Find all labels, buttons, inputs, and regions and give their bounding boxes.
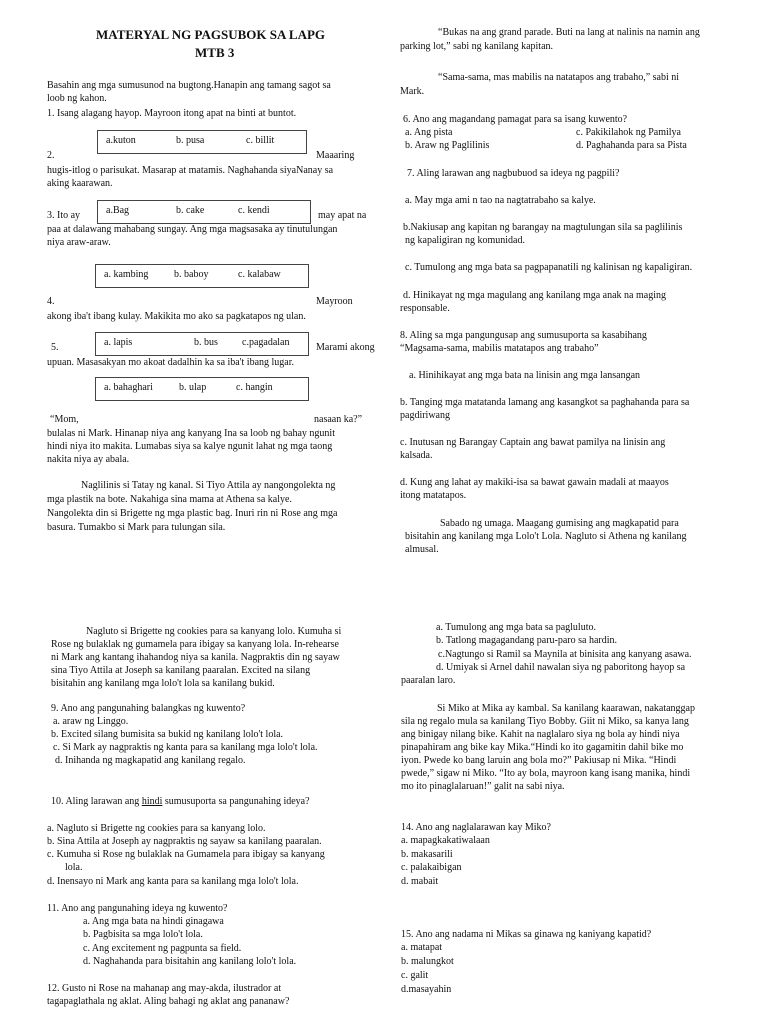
story2-line4: basura. Tumakbo si Mark para tulungan sila.: [47, 522, 226, 533]
question-1: 1. Isang alagang hayop. Mayroon itong apat na binti at buntot.: [47, 108, 297, 119]
question-14-option-a: a. mapagkakatiwalaan: [401, 835, 490, 846]
question-9-option-d: d. Inihanda ng magkapatid ang kanilang regalo.: [55, 755, 246, 766]
box-option: a. bahaghari: [104, 382, 153, 393]
question-10-pre: 10. Aling larawan ang: [51, 796, 142, 807]
question-11-option-a: a. Ang mga bata na hindi ginagawa: [83, 916, 224, 927]
question-8-line1: 8. Aling sa mga pangungusap ang sumusuporta sa kasabihang: [400, 330, 647, 341]
box-option: b. pusa: [176, 135, 205, 146]
answer-box-1: [97, 130, 307, 154]
paragraph1-line1: “Bukas na ang grand parade. Buti na lang at nalinis na namin ang: [438, 27, 700, 38]
question-15-option-c: c. galit: [401, 970, 429, 981]
question-8-option-c-line2: kalsada.: [400, 450, 433, 461]
question-2-text: Maaaring: [316, 150, 355, 161]
question-10: [51, 796, 310, 809]
question-6-option-b: b. Araw ng Paglilinis: [405, 140, 490, 151]
question-15-option-a: a. matapat: [401, 942, 443, 953]
question-9: 9. Ano ang pangunahing balangkas ng kuwento?: [51, 703, 246, 714]
story3-line4: sina Tiyo Attila at Joseph sa kanilang paaralan. Excited na silang: [51, 665, 311, 676]
question-10-option-d: d. Inensayo ni Mark ang kanta para sa kanilang mga lolo't lola.: [47, 876, 299, 887]
question-8-option-b-line2: pagdiriwang: [400, 410, 450, 421]
story1-line2: hindi niya ito makita. Lumabas siya sa kalye ngunit lahat ng mga taong: [47, 441, 333, 452]
paragraph3-line3: almusal.: [405, 544, 439, 555]
paragraph2-line1: “Sama-sama, mas mabilis na natatapos ang trabaho,” sabi ni: [438, 72, 680, 83]
question-6-option-a: a. Ang pista: [405, 127, 453, 138]
story4-line4: pinapahiram ang bike kay Mika.“Hindi ko ito gagamitin dahil bike mo: [401, 742, 684, 753]
story4-line5: iyon. Pwede ko bang laruin ang bola mo?” Pakiusap ni Mika. “Hindi: [401, 755, 677, 766]
question-8-option-b-line1: b. Tanging mga matatanda lamang ang kasangkot sa paghahanda para sa: [400, 397, 690, 408]
paragraph3-line2: bisitahin ang kanilang mga Lolo't Lola. Nagluto si Athena ng kanilang: [405, 531, 687, 542]
story3-line1: Nagluto si Brigette ng cookies para sa kanyang lolo. Kumuha si: [86, 626, 342, 637]
story4-line3: ang binigay nilang bike. Kahit na naglalaro siya ng bola ay hindi niya: [401, 729, 680, 740]
question-15: 15. Ano ang nadama ni Mikas sa ginawa ng kaniyang kapatid?: [401, 929, 652, 940]
box-option: c. billit: [246, 135, 275, 146]
question-4-text: Mayroon: [316, 296, 353, 307]
box-option: b. cake: [176, 205, 205, 216]
story-quote-end: nasaan ka?”: [314, 414, 363, 425]
question-14-option-c: c. palakaibigan: [401, 862, 462, 873]
question-7-option-d-line1: d. Hinikayat ng mga magulang ang kanilang mga anak na maging: [403, 290, 666, 301]
story3-line5: bisitahin ang kanilang mga lolo't lola sa kanilang bukid.: [51, 678, 275, 689]
box-option: a.kuton: [106, 135, 136, 146]
box-option: c. kalabaw: [238, 269, 281, 280]
question-5-number: 5.: [51, 342, 59, 353]
option-d-line1: d. Umiyak si Arnel dahil nawalan siya ng paboritong hayop sa: [436, 662, 686, 673]
answer-box-2: [97, 200, 311, 224]
story1-line1: bulalas ni Mark. Hinanap niya ang kanyang Ina sa loob ng bahay ngunit: [47, 428, 335, 439]
story3-line2: Rose ng bulaklak ng gumamela para ibigay sa kanyang lola. In-rehearse: [51, 639, 339, 650]
question-11-option-d: d. Naghahanda para bisitahin ang kanilang lolo't lola.: [83, 956, 297, 967]
story4-line1: Si Miko at Mika ay kambal. Sa kanilang kaarawan, nakatanggap: [437, 703, 695, 714]
question-10-post: sumusuporta sa pangunahing ideya?: [162, 796, 310, 807]
question-9-option-c: c. Si Mark ay nagpraktis ng kanta para sa kanilang mga lolo't lola.: [53, 742, 318, 753]
answer-box-4: [95, 332, 309, 356]
question-3-text: may apat na: [318, 210, 367, 221]
question-3-line2: paa at dalawang mahabang sungay. Ang mga magsasaka ay tinutulungan: [47, 224, 338, 235]
question-8-option-a: a. Hinihikayat ang mga bata na linisin ang mga lansangan: [409, 370, 641, 381]
story4-line6: pwede,” sigaw ni Miko. “Ito ay bola, mayroon kang isang manika, hindi: [401, 768, 691, 779]
question-10-option-c-line2: lola.: [65, 862, 83, 873]
story-quote-start: “Mom,: [50, 414, 79, 425]
question-9-option-b: b. Excited silang bumisita sa bukid ng kanilang lolo't lola.: [51, 729, 284, 740]
answer-box-3: [95, 264, 309, 288]
question-7: 7. Aling larawan ang nagbubuod sa ideya ng pagpili?: [407, 168, 620, 179]
question-8-option-c-line1: c. Inutusan ng Barangay Captain ang bawat pamilya na linisin ang: [400, 437, 666, 448]
question-7-option-b-line2: ng kapaligiran ng komunidad.: [405, 235, 525, 246]
box-option: a.Bag: [106, 205, 130, 216]
question-9-option-a: a. araw ng Linggo.: [53, 716, 129, 727]
box-option: a. kambing: [104, 269, 149, 280]
story4-line2: sila ng regalo mula sa kanilang Tiyo Bobby. Giit ni Miko, sa kanya lang: [401, 716, 689, 727]
question-2-number: 2.: [47, 150, 55, 161]
answer-box-5: [95, 377, 309, 401]
question-10-option-b: b. Sina Attila at Joseph ay nagpraktis ng sayaw sa kanilang paaralan.: [47, 836, 322, 847]
box-option: a. lapis: [104, 337, 133, 348]
question-7-option-d-line2: responsable.: [400, 303, 450, 314]
option-b: b. Tatlong magagandang paru-paro sa hardin.: [436, 635, 618, 646]
question-8-option-d-line1: d. Kung ang lahat ay makiki-isa sa bawat gawain madali at maayos: [400, 477, 669, 488]
question-7-option-c: c. Tumulong ang mga bata sa pagpapanatili ng kalinisan ng kapaligiran.: [405, 262, 693, 273]
question-12-line1: 12. Gusto ni Rose na mahanap ang may-akda, ilustrador at: [47, 983, 282, 994]
question-4-line2: akong iba't ibang kulay. Makikita mo ako sa pagkatapos ng ulan.: [47, 311, 306, 322]
question-6-option-c: c. Pakikilahok ng Pamilya: [576, 127, 681, 138]
box-option: c. kendi: [238, 205, 270, 216]
question-14-option-b: b. makasarili: [401, 849, 453, 860]
paragraph2-line2: Mark.: [400, 86, 425, 97]
option-c: c.Nagtungo si Ramil sa Maynila at binisita ang kanyang asawa.: [438, 649, 692, 660]
question-3-line3: niya araw-araw.: [47, 237, 111, 248]
question-8-line2: “Magsama-sama, mabilis matatapos ang trabaho”: [400, 343, 599, 354]
question-10-underlined: hindi: [141, 796, 163, 807]
question-15-option-d: d.masayahin: [401, 984, 452, 995]
box-option: b. ulap: [179, 382, 207, 393]
instructions-line2: loob ng kahon.: [47, 93, 107, 104]
box-option: c.pagadalan: [242, 337, 290, 348]
question-14-option-d: d. mabait: [401, 876, 439, 887]
question-14: 14. Ano ang naglalarawan kay Miko?: [401, 822, 551, 833]
question-6: 6. Ano ang magandang pamagat para sa isang kuwento?: [403, 114, 628, 125]
question-5-line2: upuan. Masasakyan mo akoat dadalhin ka sa iba't ibang lugar.: [47, 357, 295, 368]
question-10-option-c-line1: c. Kumuha si Rose ng bulaklak na Gumamela para ibigay sa kanyang: [47, 849, 325, 860]
story4-line7: mo ito pinaglalaruan!” galit na sabi niya.: [401, 781, 565, 792]
page-subtitle: MTB 3: [195, 45, 235, 60]
question-11-option-b: b. Pagbisita sa mga lolo't lola.: [83, 929, 203, 940]
question-5-text: Marami akong: [316, 342, 375, 353]
question-8-option-d-line2: itong matatapos.: [400, 490, 467, 501]
instructions-line1: Basahin ang mga sumusunod na bugtong.Hanapin ang tamang sagot sa: [47, 80, 331, 91]
option-d-line2: paaralan laro.: [401, 675, 456, 686]
story2-line2: mga plastik na bote. Nakahiga sina mama at Athena sa kalye.: [47, 494, 292, 505]
question-2-line2: hugis-itlog o parisukat. Masarap at matamis. Naghahanda siyaNanay sa: [47, 165, 334, 176]
question-11-option-c: c. Ang excitement ng pagpunta sa field.: [83, 943, 242, 954]
question-10-option-a: a. Nagluto si Brigette ng cookies para sa kanyang lolo.: [47, 823, 266, 834]
story1-line3: nakita niya ay abala.: [47, 454, 130, 465]
question-4-number: 4.: [47, 296, 55, 307]
question-3-number: 3. Ito ay: [47, 210, 81, 221]
story3-line3: ni Mark ang kantang ihahandog niya sa kanila. Nagpraktis din ng sayaw: [51, 652, 340, 663]
option-a: a. Tumulong ang mga bata sa pagluluto.: [436, 622, 596, 633]
box-option: c. hangin: [236, 382, 273, 393]
question-11: 11. Ano ang pangunahing ideya ng kuwento?: [47, 903, 228, 914]
story2-line1: Naglilinis si Tatay ng kanal. Si Tiyo Attila ay nangongolekta ng: [81, 480, 336, 491]
story2-line3: Nangolekta din si Brigette ng mga plastic bag. Inuri rin ni Rose ang mga: [47, 508, 338, 519]
question-6-option-d: d. Paghahanda para sa Pista: [576, 140, 687, 151]
paragraph3-line1: Sabado ng umaga. Maagang gumising ang magkapatid para: [440, 518, 679, 529]
question-7-option-b-line1: b.Nakiusap ang kapitan ng barangay na magtulungan sila sa paglilinis: [403, 222, 683, 233]
question-15-option-b: b. malungkot: [401, 956, 454, 967]
question-7-option-a: a. May mga ami n tao na nagtatrabaho sa kalye.: [405, 195, 596, 206]
paragraph1-line2: parking lot,” sabi ng kanilang kapitan.: [400, 41, 554, 52]
question-2-line3: aking kaarawan.: [47, 178, 113, 189]
question-12-line2: tagapaglathala ng aklat. Aling bahagi ng aklat ang pananaw?: [47, 996, 290, 1007]
page-title: MATERYAL NG PAGSUBOK SA LAPG: [96, 27, 326, 42]
box-option: b. baboy: [174, 269, 209, 280]
box-option: b. bus: [194, 337, 218, 348]
